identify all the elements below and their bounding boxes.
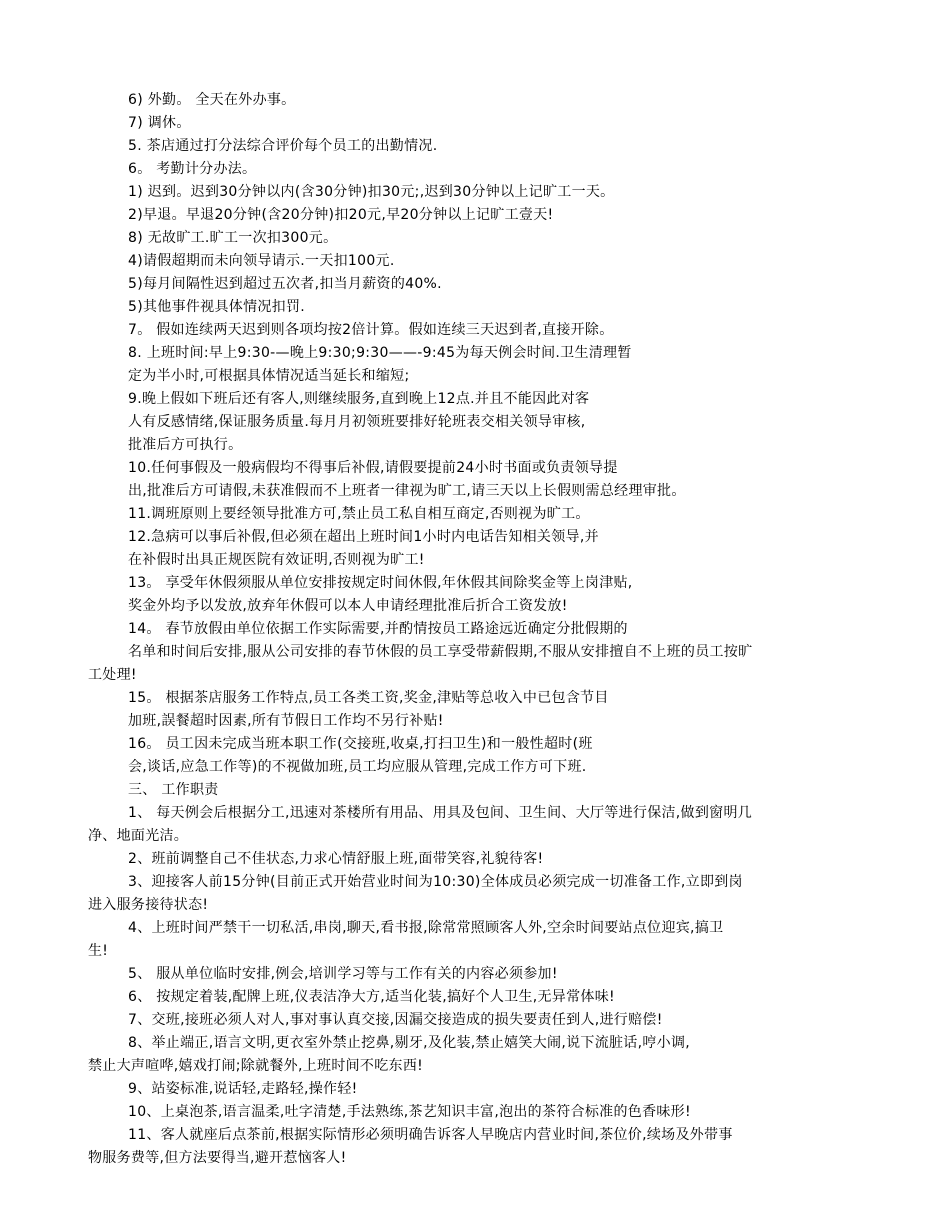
text-line: 2)早退。早退20分钟(含20分钟)扣20元,早20分钟以上记旷工壹天! <box>128 207 554 223</box>
text-line: 15。 根据茶店服务工作特点,员工各类工资,奖金,津贴等总收入中已包含节目 <box>128 690 609 706</box>
text-line: 1、 每天例会后根据分工,迅速对茶楼所有用品、用具及包间、卫生间、大厅等进行保洁,做到窗明几 <box>128 805 753 821</box>
text-line: 会,谈话,应急工作等)的不视做加班,员工均应服从管理,完成工作方可下班. <box>128 759 587 775</box>
text-line: 1) 迟到。迟到30分钟以内(含30分钟)扣30元;,迟到30分钟以上记旷工一天。 <box>128 184 615 200</box>
text-line: 6、 按规定着装,配牌上班,仪表洁净大方,适当化装,搞好个人卫生,无异常体味! <box>128 989 615 1005</box>
text-line: 8. 上班时间:早上9:30-—晚上9:30;9:30——-9:45为每天例会时间.卫生清理暂 <box>128 345 632 361</box>
text-line: 2、班前调整自己不佳状态,力求心情舒服上班,面带笑容,礼貌待客! <box>128 851 544 867</box>
text-line: 5. 茶店通过打分法综合评价每个员工的出勤情况. <box>128 138 438 154</box>
text-line: 生! <box>88 943 109 959</box>
text-line: 10、上桌泡茶,语言温柔,吐字清楚,手法熟练,茶艺知识丰富,泡出的茶符合标准的色香味形! <box>128 1104 691 1120</box>
text-line: 7。 假如连续两天迟到则各项均按2倍计算。假如连续三天迟到者,直接开除。 <box>128 322 614 338</box>
text-line: 批准后方可执行。 <box>128 437 243 453</box>
text-line: 13。 享受年休假须服从单位安排按规定时间休假,年休假其间除奖金等上岗津贴, <box>128 575 633 591</box>
text-line: 8) 无故旷工.旷工一次扣300元。 <box>128 230 338 246</box>
text-line: 7、交班,接班必须人对人,事对事认真交接,因漏交接造成的损失要责任到人,进行赔偿! <box>128 1012 663 1028</box>
text-line: 14。 春节放假由单位依据工作实际需要,并酌情按员工路途远近确定分批假期的 <box>128 621 628 637</box>
text-line: 加班,誤餐超时因素,所有节假日工作均不另行补贴! <box>128 713 444 729</box>
text-line: 11、客人就座后点茶前,根据实际情形必须明确告诉客人早晚店内营业时间,茶位价,续场及外带事 <box>128 1127 733 1143</box>
text-line: 出,批准后方可请假,未获准假而不上班者一律视为旷工,请三天以上长假则需总经理审批。 <box>128 483 686 499</box>
text-line: 16。 员工因未完成当班本职工作(交接班,收桌,打扫卫生)和一般性超时(班 <box>128 736 593 752</box>
text-line: 5)每月间隔性迟到超过五次者,扣当月薪资的40%. <box>128 276 442 292</box>
text-line: 5)其他事件视具体情况扣罚. <box>128 299 306 315</box>
text-line: 物服务费等,但方法要得当,避开惹恼客人! <box>88 1150 347 1166</box>
text-line: 进入服务接待状态! <box>88 897 209 913</box>
text-line: 4、上班时间严禁干一切私活,串岗,聊天,看书报,除常常照顾客人外,空余时间要站点位迎宾,搞卫 <box>128 920 724 936</box>
text-line: 禁止大声喧哗,嬉戏打闹;除就餐外,上班时间不吃东西! <box>88 1058 424 1074</box>
text-line: 9.晚上假如下班后还有客人,则继续服务,直到晚上12点.并且不能因此对客 <box>128 391 590 407</box>
text-line: 名单和时间后安排,服从公司安排的春节休假的员工享受带薪假期,不服从安排擅自不上班的员工按旷 <box>128 644 753 660</box>
text-line: 5、 服从单位临时安排,例会,培训学习等与工作有关的内容必须参加! <box>128 966 558 982</box>
text-line: 11.调班原则上要经领导批准方可,禁止员工私自相互商定,否则视为旷工。 <box>128 506 590 522</box>
text-line: 工处理! <box>88 667 137 683</box>
text-line: 3、迎接客人前15分钟(目前正式开始营业时间为10:30)全体成员必须完成一切准备工作,立即到岗 <box>128 874 743 890</box>
text-line: 人有反感情绪,保证服务质量.每月月初领班要排好轮班表交相关领导审核, <box>128 414 586 430</box>
section-heading: 三、 工作职责 <box>128 782 219 798</box>
text-line: 在补假时出具正规医院有效证明,否则视为旷工! <box>128 552 425 568</box>
text-line: 9、站姿标准,说话轻,走路轻,操作轻! <box>128 1081 358 1097</box>
text-line: 8、举止端正,语言文明,更衣室外禁止挖鼻,剔牙,及化装,禁止嬉笑大闹,说下流脏话,哼小调, <box>128 1035 691 1051</box>
text-line: 奖金外均予以发放,放弃年休假可以本人申请经理批准后折合工资发放! <box>128 598 568 614</box>
text-line: 6) 外勤。 全天在外办事。 <box>128 92 296 108</box>
text-line: 6。 考勤计分办法。 <box>128 161 257 177</box>
text-line: 定为半小时,可根据具体情况适当延长和缩短; <box>128 368 410 384</box>
text-line: 4)请假超期而未向领导请示.一天扣100元. <box>128 253 395 269</box>
text-line: 7) 调休。 <box>128 115 191 131</box>
text-line: 净、地面光洁。 <box>88 828 189 844</box>
text-line: 12.急病可以事后补假,但必须在超出上班时间1小时内电话告知相关领导,并 <box>128 529 599 545</box>
text-line: 10.任何事假及一般病假均不得事后补假,请假要提前24小时书面或负责领导提 <box>128 460 618 476</box>
